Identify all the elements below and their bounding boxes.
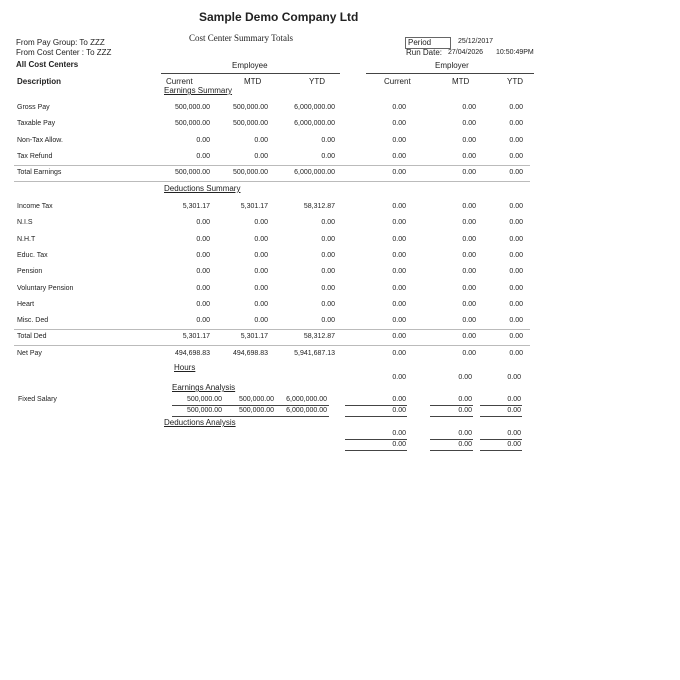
fixed-salary-label: Fixed Salary bbox=[18, 396, 57, 403]
row-label: Total Earnings bbox=[17, 169, 62, 177]
row-label: Voluntary Pension bbox=[17, 284, 74, 292]
cell-er-ytd: 0.00 bbox=[509, 120, 523, 128]
da-er-ytd: 0.00 bbox=[507, 430, 521, 437]
cell-er-mtd: 0.00 bbox=[462, 120, 476, 128]
cell-emp-ytd: 6,000,000.00 bbox=[294, 104, 335, 111]
cell-er-ytd: 0.00 bbox=[509, 300, 523, 308]
cell-er-ytd: 0.00 bbox=[509, 169, 523, 177]
cell-er-current: 0.00 bbox=[392, 169, 406, 177]
deductions-summary-heading: Deductions Summary bbox=[164, 184, 241, 193]
da-total-er-ytd: 0.00 bbox=[507, 441, 521, 448]
emp-mtd-header: MTD bbox=[244, 77, 262, 86]
row-label: Educ. Tax bbox=[17, 251, 48, 259]
cell-er-mtd: 0.00 bbox=[462, 300, 476, 308]
da-total-er-mtd: 0.00 bbox=[458, 441, 472, 448]
filter-all-centers: All Cost Centers bbox=[16, 60, 79, 69]
cell-emp-mtd: 0.00 bbox=[254, 251, 268, 259]
cell-er-mtd: 0.00 bbox=[462, 268, 476, 276]
cell-emp-current: 500,000.00 bbox=[174, 120, 210, 128]
cell-emp-ytd: 0.00 bbox=[321, 317, 335, 325]
cell-emp-current: 0.00 bbox=[196, 300, 210, 308]
ea-total-er-ytd: 0.00 bbox=[507, 407, 521, 414]
cell-er-current: 0.00 bbox=[392, 152, 406, 160]
run-time: 10:50:49PM bbox=[496, 49, 534, 56]
da-er-current: 0.00 bbox=[392, 430, 406, 437]
row-label: Non-Tax Allow. bbox=[17, 136, 63, 144]
cell-er-mtd: 0.00 bbox=[462, 333, 476, 341]
cell-emp-current: 5,301.17 bbox=[182, 333, 210, 341]
cell-emp-current: 494,698.83 bbox=[174, 349, 210, 357]
cell-er-current: 0.00 bbox=[392, 104, 406, 111]
cell-er-ytd: 0.00 bbox=[509, 251, 523, 259]
cell-emp-mtd: 0.00 bbox=[254, 235, 268, 243]
cell-er-current: 0.00 bbox=[392, 120, 406, 128]
earnings-summary-heading: Earnings Summary bbox=[164, 86, 233, 95]
cell-emp-mtd: 500,000.00 bbox=[232, 120, 268, 128]
cell-emp-mtd: 0.00 bbox=[254, 317, 268, 325]
ea-total-er-mtd: 0.00 bbox=[458, 407, 472, 414]
cell-er-current: 0.00 bbox=[392, 284, 406, 292]
run-date-value: 27/04/2026 bbox=[448, 49, 484, 56]
cell-emp-mtd: 0.00 bbox=[254, 268, 268, 276]
cell-emp-mtd: 0.00 bbox=[254, 284, 268, 292]
cell-er-mtd: 0.00 bbox=[462, 136, 476, 144]
cell-emp-mtd: 500,000.00 bbox=[232, 169, 268, 177]
cell-er-mtd: 0.00 bbox=[462, 169, 476, 177]
earnings-analysis-heading: Earnings Analysis bbox=[172, 383, 236, 392]
cell-emp-ytd: 0.00 bbox=[321, 251, 335, 259]
cell-emp-current: 0.00 bbox=[196, 268, 210, 276]
cell-emp-mtd: 0.00 bbox=[254, 219, 268, 227]
cell-er-current: 0.00 bbox=[392, 235, 406, 243]
company-name: Sample Demo Company Ltd bbox=[199, 10, 359, 24]
cell-er-current: 0.00 bbox=[392, 317, 406, 325]
cell-er-mtd: 0.00 bbox=[462, 317, 476, 325]
emp-ytd-header: YTD bbox=[309, 77, 325, 86]
cell-er-mtd: 0.00 bbox=[462, 219, 476, 227]
cell-emp-ytd: 0.00 bbox=[321, 284, 335, 292]
cell-emp-mtd: 0.00 bbox=[254, 152, 268, 160]
cell-emp-current: 0.00 bbox=[196, 284, 210, 292]
filter-cost-center: From Cost Center : To ZZZ bbox=[16, 48, 112, 57]
filter-pay-group: From Pay Group: To ZZZ bbox=[16, 38, 105, 47]
report-title: Cost Center Summary Totals bbox=[189, 33, 293, 43]
ea-er-ytd: 0.00 bbox=[507, 396, 521, 403]
row-label: Pension bbox=[17, 268, 43, 276]
cell-er-current: 0.00 bbox=[392, 300, 406, 308]
cell-emp-current: 0.00 bbox=[196, 219, 210, 227]
cell-er-current: 0.00 bbox=[392, 268, 406, 276]
cell-emp-current: 0.00 bbox=[196, 152, 210, 160]
row-label: Gross Pay bbox=[17, 104, 50, 111]
run-date-label: Run Date: bbox=[406, 48, 443, 57]
er-current-header: Current bbox=[384, 77, 411, 86]
cell-emp-ytd: 0.00 bbox=[321, 300, 335, 308]
description-header: Description bbox=[17, 77, 62, 86]
cell-emp-ytd: 58,312.87 bbox=[303, 333, 335, 341]
cell-emp-mtd: 5,301.17 bbox=[240, 203, 268, 210]
ea-emp-current: 500,000.00 bbox=[186, 396, 222, 403]
cell-emp-current: 5,301.17 bbox=[182, 203, 210, 210]
cell-emp-ytd: 0.00 bbox=[321, 219, 335, 227]
cell-er-current: 0.00 bbox=[392, 251, 406, 259]
cell-emp-current: 0.00 bbox=[196, 136, 210, 144]
hours-er-current: 0.00 bbox=[392, 374, 406, 381]
employer-header: Employer bbox=[435, 61, 469, 70]
employee-header: Employee bbox=[232, 61, 268, 70]
cell-emp-current: 500,000.00 bbox=[174, 169, 210, 177]
row-label: Tax Refund bbox=[17, 152, 53, 160]
cell-er-current: 0.00 bbox=[392, 219, 406, 227]
cell-emp-current: 500,000.00 bbox=[174, 104, 210, 111]
cell-er-ytd: 0.00 bbox=[509, 104, 523, 111]
cell-er-ytd: 0.00 bbox=[509, 333, 523, 341]
hours-heading: Hours bbox=[174, 363, 196, 372]
ea-emp-ytd: 6,000,000.00 bbox=[286, 396, 327, 403]
er-mtd-header: MTD bbox=[452, 77, 470, 86]
cell-er-ytd: 0.00 bbox=[509, 235, 523, 243]
cell-emp-ytd: 58,312.87 bbox=[303, 203, 335, 210]
row-label: Taxable Pay bbox=[17, 120, 56, 128]
cell-emp-ytd: 6,000,000.00 bbox=[294, 169, 335, 177]
ea-total-er-current: 0.00 bbox=[392, 407, 406, 414]
ea-er-mtd: 0.00 bbox=[458, 396, 472, 403]
cell-er-ytd: 0.00 bbox=[509, 203, 523, 210]
cell-er-mtd: 0.00 bbox=[462, 203, 476, 210]
row-label: Net Pay bbox=[17, 349, 42, 357]
row-label: N.H.T bbox=[17, 235, 36, 243]
cell-er-ytd: 0.00 bbox=[509, 268, 523, 276]
cell-emp-mtd: 0.00 bbox=[254, 300, 268, 308]
emp-current-header: Current bbox=[166, 77, 193, 86]
cell-emp-ytd: 0.00 bbox=[321, 136, 335, 144]
hours-er-mtd: 0.00 bbox=[458, 374, 472, 381]
cell-emp-current: 0.00 bbox=[196, 251, 210, 259]
cell-emp-mtd: 500,000.00 bbox=[232, 104, 268, 111]
cell-er-mtd: 0.00 bbox=[462, 104, 476, 111]
cell-er-ytd: 0.00 bbox=[509, 349, 523, 357]
cell-er-mtd: 0.00 bbox=[462, 235, 476, 243]
cell-er-mtd: 0.00 bbox=[462, 284, 476, 292]
cell-emp-mtd: 494,698.83 bbox=[232, 349, 268, 357]
cell-er-ytd: 0.00 bbox=[509, 284, 523, 292]
cell-emp-current: 0.00 bbox=[196, 317, 210, 325]
da-er-mtd: 0.00 bbox=[458, 430, 472, 437]
row-label: Total Ded bbox=[17, 333, 47, 341]
hours-er-ytd: 0.00 bbox=[507, 374, 521, 381]
cell-er-ytd: 0.00 bbox=[509, 219, 523, 227]
ea-emp-mtd: 500,000.00 bbox=[238, 396, 274, 403]
cell-emp-ytd: 0.00 bbox=[321, 268, 335, 276]
cell-er-current: 0.00 bbox=[392, 349, 406, 357]
cell-emp-mtd: 0.00 bbox=[254, 136, 268, 144]
cell-er-current: 0.00 bbox=[392, 203, 406, 210]
period-label: Period bbox=[405, 37, 451, 49]
ea-total-emp-current: 500,000.00 bbox=[186, 407, 222, 414]
cell-emp-ytd: 5,941,687.13 bbox=[294, 349, 335, 357]
cell-er-ytd: 0.00 bbox=[509, 152, 523, 160]
cell-er-mtd: 0.00 bbox=[462, 152, 476, 160]
deductions-analysis-heading: Deductions Analysis bbox=[164, 418, 236, 427]
row-label: Income Tax bbox=[17, 203, 53, 210]
cell-emp-mtd: 5,301.17 bbox=[240, 333, 268, 341]
er-ytd-header: YTD bbox=[507, 77, 523, 86]
cell-er-ytd: 0.00 bbox=[509, 136, 523, 144]
da-total-er-current: 0.00 bbox=[392, 441, 406, 448]
ea-total-emp-mtd: 500,000.00 bbox=[238, 407, 274, 414]
cell-er-current: 0.00 bbox=[392, 333, 406, 341]
row-label: Heart bbox=[17, 300, 35, 308]
ea-er-current: 0.00 bbox=[392, 396, 406, 403]
ea-total-emp-ytd: 6,000,000.00 bbox=[286, 407, 327, 414]
cell-er-mtd: 0.00 bbox=[462, 349, 476, 357]
cell-emp-current: 0.00 bbox=[196, 235, 210, 243]
period-value: 25/12/2017 bbox=[458, 38, 494, 45]
cell-er-current: 0.00 bbox=[392, 136, 406, 144]
cell-er-ytd: 0.00 bbox=[509, 317, 523, 325]
row-label: Misc. Ded bbox=[17, 317, 49, 325]
cell-emp-ytd: 0.00 bbox=[321, 152, 335, 160]
cell-emp-ytd: 0.00 bbox=[321, 235, 335, 243]
cell-er-mtd: 0.00 bbox=[462, 251, 476, 259]
cell-emp-ytd: 6,000,000.00 bbox=[294, 120, 335, 128]
row-label: N.I.S bbox=[17, 219, 33, 227]
